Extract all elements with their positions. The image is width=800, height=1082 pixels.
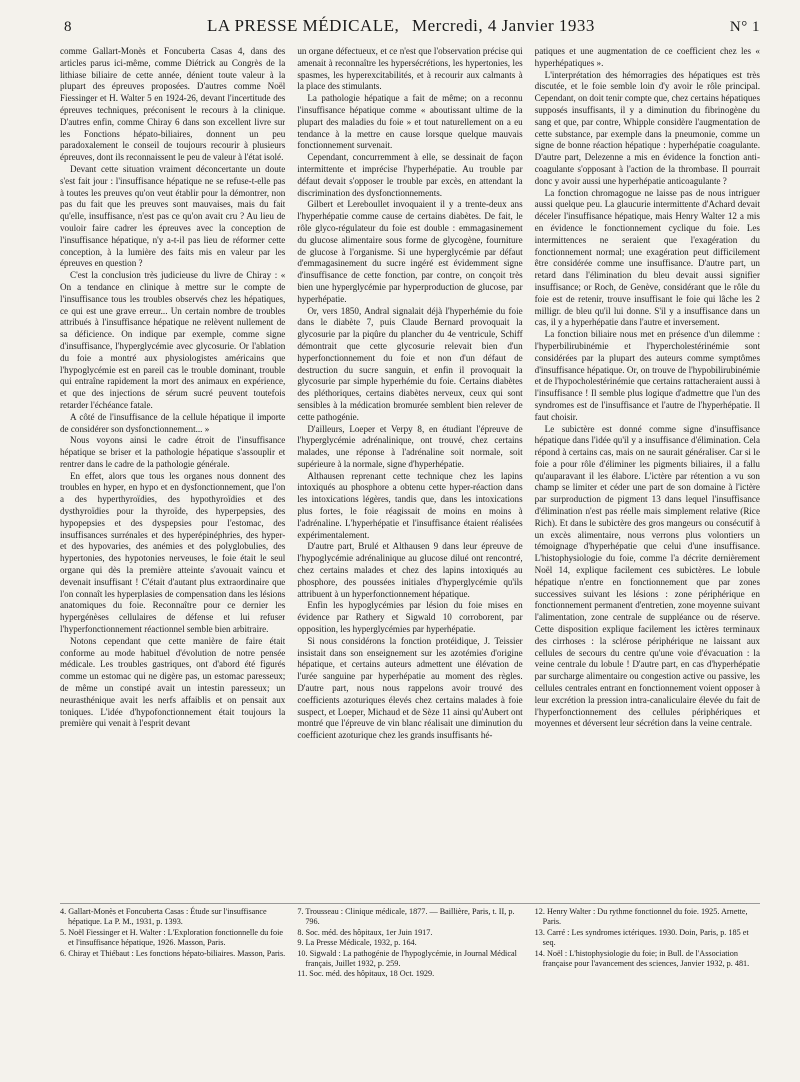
footnote: 10. Sigwald : La pathogénie de l'hypoglycémie, in Journal Médical français, Juillet 1932, p. 259. — [297, 948, 517, 969]
paragraph: Nous voyons ainsi le cadre étroit de l'insuffisance hépatique se briser et la pathologie hépatique s'assouplir et rentrer dans le cadre de la pathologie générale. — [60, 435, 286, 469]
text-column-2 — [297, 46, 522, 891]
paragraph: Si nous considérons la fonction protéidique, J. Teissier insistait dans son enseignement sur les azotémies d'origine hépatique, et certains auteurs admettent une élévation de l'urée sanguine par hyperhépatie au moment des règles. D'autre part, nous nous rappelons avoir trouvé des coefficients azoturiques élevés chez certains malades à foie suspect, et Loeper, Michaud et de Sèze 11 ainsi qu'Aubert ont montré que l'épreuve de vin blanc réalisait une diminution du coefficient azoturique chez les grands insuffisants hé- — [297, 635, 523, 741]
paragraph: Notons cependant que cette manière de faire était conforme au mode habituel d'évolution de notre pensée médicale. Les troubles gastriques, ont d'abord été figurés comme un estomac qui ne digère pas, un estomac paresseux; de même un constipé avait un intestin paresseux; un neurasthénique avait les nerfs affaiblis et on pensait aux toniques. L'idée d'hypofonctionnement était toujours la première qui venait à l'esprit devant — [60, 635, 286, 729]
paragraph: En effet, alors que tous les organes nous donnent des troubles en hyper, en hypo et en dysfonctionnement, que l'on a des hyperthyroïdies, des hypothyroïdies et des dysthyroïdies pour la thyroïde, des hyperpepsies, des hypopepsies et des dyspepsies pour l'estomac, des insuffisances surrénales et des hyperépinéphries, des hyper- et des hypovaries, des anémies et des polyglobulies, des hypertonies, des hypotonies nerveuses, le foie était le seul organe qui dès la première atteinte s'avouait vaincu et devenait insuffisant ! C'était d'autant plus extraordinaire que l'on connaît les hyperplasies de compensation dans les lésions anatomiques du foie. Reconnaître pour ce dernier les hypergénèses cellulaires de défense et lui refuser l'hyperfonctionnement réactionnel semble bien arbitraire. — [60, 470, 286, 635]
issue-date: Mercredi, 4 Janvier 1933 — [412, 16, 595, 35]
footnotes — [60, 903, 760, 1057]
paragraph: La fonction biliaire nous met en présence d'un dilemme : l'hyperbilirubinémie et l'hypercholestérinémie sont considérées par la plupart des auteurs comme symptômes d'insuffisance hépatique. Or, on trouve de l'hypobilirubinémie et de l'hypocholestérinémie que certains rattacheraient aussi à l'insuffisance ! Il semble plus logique d'admettre que l'un des syndromes est de l'insuffisance et l'autre de l'hyperhépatie. Il faut choisir. — [534, 329, 760, 422]
page-number: 8 — [64, 19, 72, 35]
footnote: 9. La Presse Médicale, 1932, p. 164. — [297, 938, 417, 948]
footnote: 8. Soc. méd. des hôpitaux, 1er Juin 1917. — [297, 927, 433, 937]
footnote: 4. Gallart-Monès et Foncuberta Casas : Étude sur l'insuffisance hépatique. La P. M., 1931, p. 1393. — [60, 907, 267, 927]
paragraph: Le subictère est donné comme signe d'insuffisance hépatique dans l'idée qu'il y a insuffisance d'élimination. Cela répond à certains cas, mais on ne saurait généraliser. Car si le foie a pour rôle d'éliminer les pigments biliaires, il a fallu qu'auparavant il les élabore. L'ictère par rétention a vu son champ se limiter et céder une part de son domaine à l'ictère par surproduction de pigment 13 dans lequel l'insuffisance d'élimination n'est pas réelle mais simplement relative (Rice Rich). Et dans le subictère des gros mangeurs ou consécutif à un excès alimentaire, nous verrons plus volontiers un témoignage d'hyperhépatie que celui d'une insuffisance. L'histophysiologie du foie, comme l'a décrite dernièrement Noël 14, explique facilement ces subictères. Le lobule hépatique n'entre en fonctionnement que par zones successives suivant les lésions : zone périphérique en fonctionnement permanent d'entretien, zone moyenne suivant l'alimentation, zone centrale de suppléance ou de réserve. Cette disposition explique facilement les ictères terminaux des cirrhoses : la sclérose périphérique ne laissant aux cellules de secours du centre qu'une voie d'évacuation : la veine centrale du lobule ! D'autre part, en cas d'hyperhépatie par surcharge alimentaire ou congestion active ou passive, les cellules centrales entrant en fonctionnement voient opposer à leur excrétion la pression intra-canaliculaire élevée du fait de l'hyperfonctionnement des cellules périphériques et moyennes et déversent leur sécrétion dans la veine centrale. — [534, 423, 760, 729]
paragraph: Cependant, concurremment à elle, se dessinait de façon intermittente et imprécise l'hyperhépatie. Au trouble par défaut devait s'opposer le trouble par excès, en attendant la discrimination des dysfonctionnements. — [297, 152, 523, 198]
paragraph: comme Gallart-Monès et Foncuberta Casas 4, dans des articles parus ici-même, comme Diétrick au Congrès de la lithiase biliaire de cette année, dénient toute valeur à la plupart des épreuves proposées. D'autres comme Noël Fiessinger et H. Walter 5 en 1924-26, devant l'incertitude des épreuves techniques, préconisent le recours à la clinique. D'autres enfin, comme Chiray 6 dans son excellent livre sur les Fonctions hépato-biliaires, donnent un peu paradoxalement le conseil de toujours recourir à plusieurs épreuves, dont ils reconnaissent le peu de valeur à l'état isolé. — [60, 46, 286, 163]
paragraph: La pathologie hépatique a fait de même; on a reconnu l'insuffisance hépatique comme « aboutissant ultime de la plupart des maladies du foie » et tout naturellement on a eu tendance à la mettre en cause lorsque quelque mauvais fonctionnement survenait. — [297, 93, 523, 151]
footnote: 12. Henry Walter : Du rythme fonctionnel du foie. 1925. Arnette, Paris. — [534, 907, 748, 927]
paragraph: D'autre part, Brulé et Althausen 9 dans leur épreuve de l'hypoglycémie adrénalinique au glucose dilué ont rencontré, chez certains malades et chez des lapins intoxiqués au phosphore, des poussées initiales d'hyperglycémie qu'ils attribuent à un hyperfonctionnement hépatique. — [297, 541, 523, 599]
article-body — [60, 46, 760, 891]
paragraph: D'ailleurs, Loeper et Verpy 8, en étudiant l'épreuve de l'hyperglycémie adrénalinique, ont trouvé, chez certains malades, une réponse à l'adrénaline soit normale, soit supérieure à la normale, signe d'hyperhépatie. — [297, 423, 523, 469]
paragraph: C'est la conclusion très judicieuse du livre de Chiray : « On a tendance en clinique à mettre sur le compte de l'insuffisance tous les troubles observés chez les hépatiques, ce qui est une grave erreur... Un certain nombre de troubles attribués à l'insuffisance hépatique ne relèvent nullement de sa déficience. On indique par exemple, comme signe d'insuffisance, l'hyperglycémie avec glycosurie. Or l'ablation du foie a montré aux physiologistes américains que l'hypoglycémie est en pareil cas le trouble dominant, trouble qui entraîne rapidement la mort des animaux en expérience, et que des injections de sérum sucré peuvent toutefois retarder l'échéance fatale. — [60, 270, 286, 410]
issue-number: N° 1 — [729, 19, 760, 35]
paragraph: La fonction chromagogue ne laisse pas de nous intriguer aussi quelque peu. La glaucurie intermittente d'Achard devait déceler l'insuffisance hépatique, mais Henry Walter 12 a mis en évidence le fonctionnement cyclique du foie. Les intermittences ne seraient que l'exagération du fonctionnement normal; une exagération peut difficilement être considérée comme une insuffisance. D'autre part, un retard dans l'élimination du bleu devait aussi signifier insuffisance; or Roch, de Genève, considérant que le rôle du foie est de retenir, trouve insuffisant le foie qui lâche les 2 milligr. de bleu qu'il lui donne. S'il y a insuffisance dans un cas, il y a hyperhépatie dans l'autre et inversement. — [534, 187, 760, 328]
footnote: 5. Noël Fiessinger et H. Walter : L'Exploration fonctionnelle du foie et l'insuffisance hépatique, 1926. Masson, Paris. — [60, 927, 284, 948]
text-column-1 — [60, 46, 285, 891]
paragraph: Althausen reprenant cette technique chez les lapins intoxiqués au phosphore a obtenu cette hyper-réaction dans les intoxications légères, tandis que, dans les intoxications plus fortes, le foie réagissait de moins en moins à l'adrénaline. L'hyperhépatie et l'insuffisance étaient réalisées expérimentalement. — [297, 470, 523, 540]
paragraph: Gilbert et Lereboullet invoquaient il y a trente-deux ans l'hyperhépatie comme cause de certains diabètes. De fait, le rôle glyco-régulateur du foie est double : emmagasinement du glucose alimentaire sous forme de glycogène, fourniture de glucose à l'organisme. Si une hyperglycémie par défaut d'emmagasinement du sucre ingéré est évidemment signe d'insuffisance de cette fonction, par contre, on conçoit très bien une hyperglycémie par hyperproduction de glucose, par hyperhépatie. — [297, 199, 523, 304]
paragraph: patiques et une augmentation de ce coefficient chez les « hyperhépatiques ». — [534, 46, 760, 68]
footnote: 14. Noël : L'histophysiologie du foie; in Bull. de l'Association française pour l'avancement des sciences, Janvier 1932, p. 481. — [534, 948, 750, 969]
footnote: 11. Soc. méd. des hôpitaux, 18 Oct. 1929. — [297, 969, 435, 979]
paragraph: Enfin les hypoglycémies par lésion du foie mises en évidence par Rathery et Sigwald 10 corroborent, par opposition, les hyperglycémies par hyperhépatie. — [297, 600, 523, 635]
footnote: 7. Trousseau : Clinique médicale, 1877. — Baillière, Paris, t. II, p. 796. — [297, 907, 515, 927]
paragraph: Devant cette situation vraiment déconcertante un doute s'est fait jour : l'insuffisance hépatique ne se refuse-t-elle pas à toutes les preuves qu'on veut établir pour la démontrer, non pas du fait que les preuves sont mauvaises, mais du fait qu'elle, insuffisance, n'est pas ce qu'on avait cru ? Au lieu de vouloir faire cadrer les épreuves avec la conception de l'insuffisance hépatique, n'y a-t-il pas lieu de réformer cette conception, à la lumière des faits mis en valeur par les épreuves en question ? — [60, 163, 286, 269]
paragraph: A côté de l'insuffisance de la cellule hépatique il importe de considérer son dysfonctionnement... » — [60, 411, 286, 434]
footnote: 6. Chiray et Thiébaut : Les fonctions hépato-biliaires. Masson, Paris. — [60, 948, 286, 958]
masthead — [207, 16, 595, 36]
footnotes-column-2 — [297, 907, 522, 1057]
paragraph: Or, vers 1850, Andral signalait déjà l'hyperhémie du foie dans le diabète 7, puis Claude Bernard provoquait la glycosurie par la piqûre du plancher du 4e ventricule, Schiff démontrait que cette glycosurie relevait bien d'un hyperfonctionnement du foie et non d'un défaut de destruction du sucre sanguin, et enfin il provoquait la glycosurie par simple hyperhémie du foie. Certains diabètes des pléthoriques, certains diabètes nerveux, ceux qui sont sensibles à la médication bromurée semblent bien relever de cette pathogénie. — [297, 305, 523, 422]
journal-title: LA PRESSE MÉDICALE, — [206, 16, 400, 35]
footnote: 13. Carré : Les syndromes ictériques. 1930. Doin, Paris, p. 185 et seq. — [534, 927, 749, 948]
page-header — [64, 16, 760, 40]
paragraph: un organe défectueux, et ce n'est que l'observation précise qui amenait à reconnaître les hypersécrétions, les hypertonies, les spasmes, les hyperexcitabilités, et à recourir aux calmants à la place des stimulants. — [297, 46, 523, 92]
paragraph: L'interprétation des hémorragies des hépatiques est très discutée, et le foie semble loin d'y avoir le rôle principal. Cependant, on doit tenir compte que, chez certains hépatiques supposés insuffisants, il y a diminution du fibrinogène du sang et que, par contre, Whipple considère l'augmentation de cette substance, par exemple dans la pneumonie, comme un signe de bonne réaction hépatique : hyperhépatie coagulante. D'autre part, Delezenne a mis en évidence la fonction anti-coagulante s'opposant à l'action de la thrombase. Il pourrait donc y avoir aussi une hyperhépatie anticoagulante ? — [534, 69, 760, 186]
text-column-3 — [535, 46, 760, 891]
footnotes-column-1 — [60, 907, 285, 1057]
footnotes-column-3 — [535, 907, 760, 1057]
